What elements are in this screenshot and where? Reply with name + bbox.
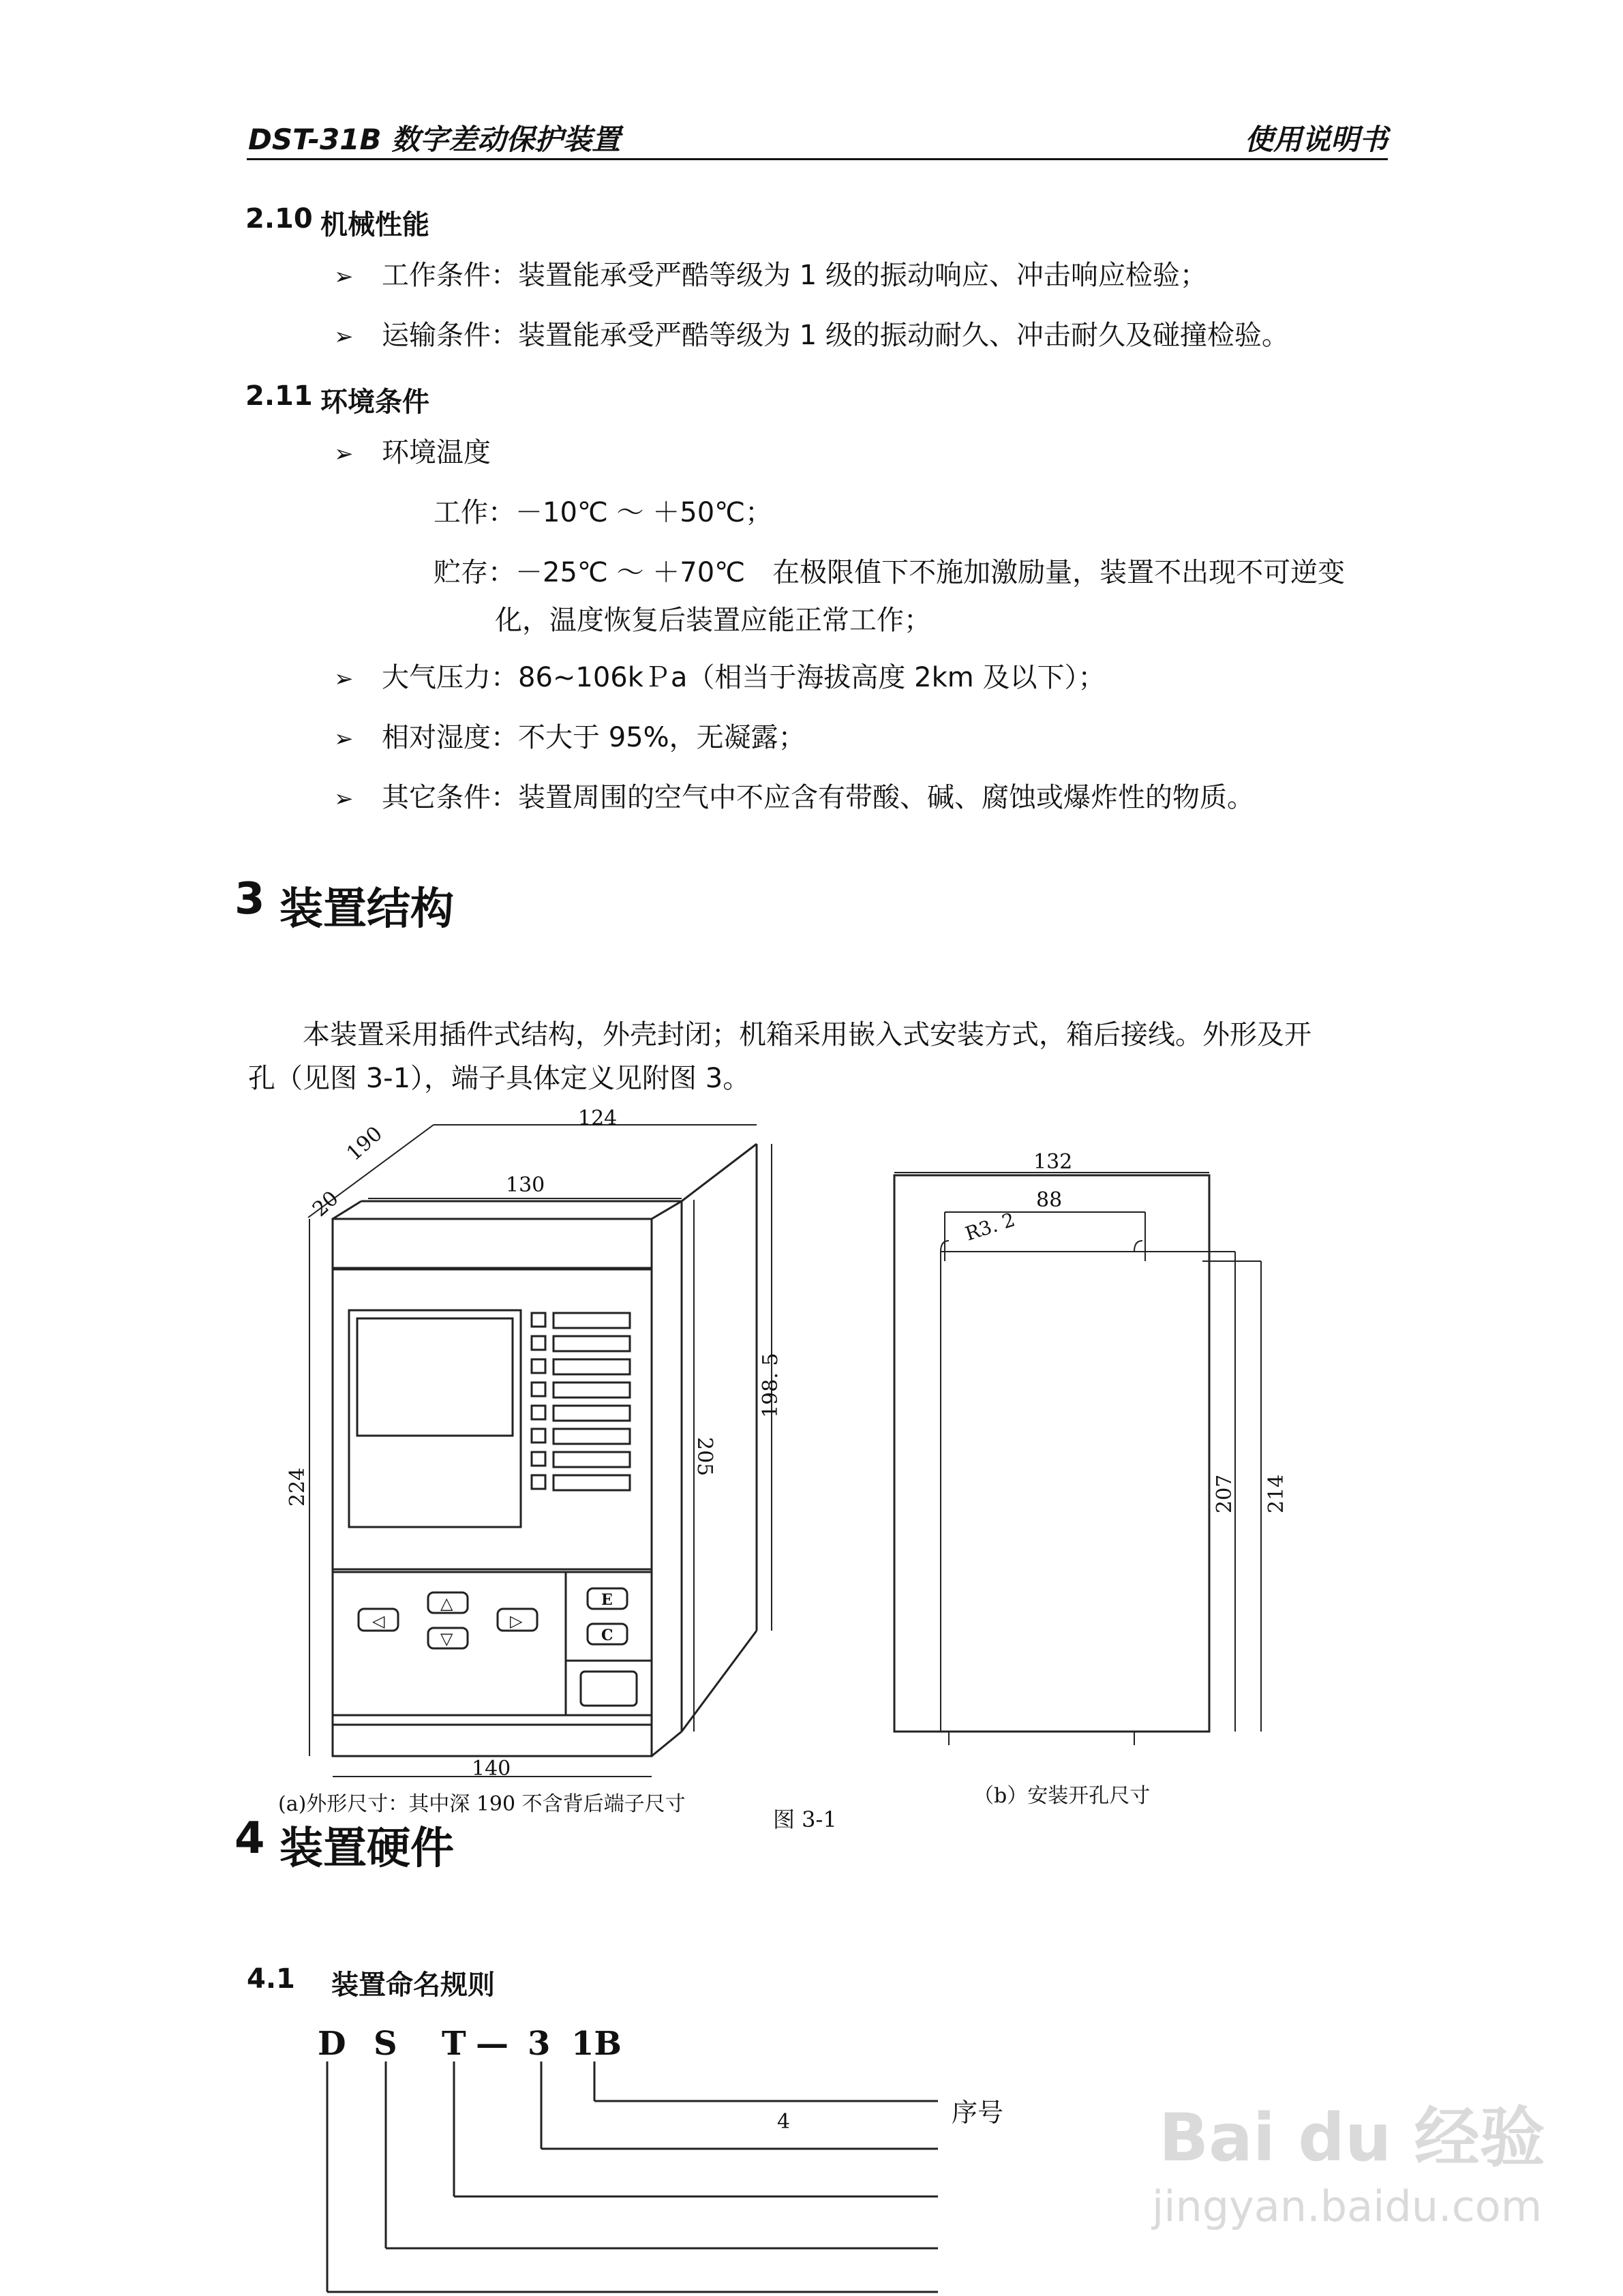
chapter-3-title: 装置结构 [279,884,454,935]
lcd-screen [349,1310,521,1527]
figure-number: 图 3-1 [773,1807,837,1832]
watermark-brand: Bai du 经验 [1159,2100,1545,2176]
dim-205: 205 [693,1437,716,1477]
caption-a: (a)外形尺寸：其中深 190 不含背后端子尺寸 [278,1792,686,1816]
key-down-icon: ▽ [440,1629,453,1648]
dim-190: 190 [342,1121,387,1166]
led-indicators [532,1313,630,1490]
mech-transport-condition: 运输条件：装置能承受严酷等级为 1 级的振动耐久、冲击耐久及碰撞检验。 [382,320,1289,351]
dim-207: 207 [1213,1474,1237,1513]
chapter-3-number: 3 [234,874,265,924]
header-title: DST-31B 数字差动保护装置 [248,123,621,156]
chapter-4-title: 装置硬件 [279,1824,454,1874]
env-pressure: 大气压力：86~106kＰa（相当于海拔高度 2km 及以下）； [382,662,1106,693]
watermark-url: jingyan.baidu.com [1152,2181,1543,2231]
section-4-1-number: 4.1 [247,1963,295,1995]
naming-leader-lines [327,2061,938,2292]
header-doc-type: 使用说明书 [1244,123,1388,156]
dim-198-5: 198. 5 [759,1353,783,1418]
bullet-icon: ➢ [334,725,354,753]
bullet-icon: ➢ [334,440,354,468]
naming-letter-d: D [318,2025,346,2063]
key-left-icon: ◁ [372,1612,385,1631]
naming-digit-3: 3 [528,2025,551,2063]
env-storage-temperature: 贮存：－25℃ ～ ＋70℃ 在极限值下不施加激励量，装置不出现不可逆变 [434,557,1346,588]
dim-140: 140 [472,1757,511,1781]
dim-20: 20 [307,1186,344,1222]
section-2-11-number: 2.11 [245,380,313,412]
chapter-4-number: 4 [234,1813,265,1864]
naming-label-serial: 序号 [952,2098,1004,2128]
bullet-icon: ➢ [334,665,354,693]
key-enter: E [601,1591,613,1609]
env-work-temperature: 工作：－10℃ ～ ＋50℃； [434,497,773,528]
env-storage-temperature-cont: 化，温度恢复后装置应能正常工作； [495,605,931,636]
mech-work-condition: 工作条件：装置能承受严酷等级为 1 级的振动响应、冲击响应检验； [382,260,1207,291]
caption-b: （b）安装开孔尺寸 [973,1784,1151,1808]
dim-88: 88 [1036,1188,1063,1212]
key-right-icon: ▷ [510,1612,523,1631]
key-up-icon: △ [440,1594,453,1613]
dim-r3-2: R3. 2 [962,1208,1018,1245]
env-humidity: 相对湿度：不大于 95%，无凝露； [382,722,806,753]
dim-124: 124 [578,1106,618,1130]
naming-dash: — [476,2025,509,2063]
section-2-10-title: 机械性能 [320,209,429,241]
bullet-icon: ➢ [334,785,354,813]
section-2-11-title: 环境条件 [320,387,429,418]
section-2-10-number: 2.10 [245,203,313,235]
dim-130: 130 [506,1173,545,1197]
dim-224: 224 [286,1467,309,1507]
structure-paragraph-line-1: 本装置采用插件式结构，外壳封闭；机箱采用嵌入式安装方式，箱后接线。外形及开 [303,1019,1311,1051]
dim-132: 132 [1033,1150,1073,1174]
naming-letter-s: S [374,2025,397,2063]
bullet-icon: ➢ [334,323,354,350]
key-cancel: C [601,1627,613,1644]
naming-letter-t: T [442,2025,466,2063]
section-4-1-title: 装置命名规则 [331,1969,495,2001]
device-front-panel [333,1219,652,1756]
structure-paragraph-line-2: 孔（见图 3-1），端子具体定义见附图 3。 [248,1063,750,1094]
bullet-icon: ➢ [334,263,354,290]
mounting-cutout [894,1175,1209,1732]
dim-214: 214 [1264,1474,1288,1513]
env-temperature-title: 环境温度 [382,437,491,468]
naming-suffix-1b: 1B [571,2025,622,2063]
env-other: 其它条件：装置周围的空气中不应含有带酸、碱、腐蚀或爆炸性的物质。 [382,782,1254,813]
page-number: 4 [777,2110,791,2134]
